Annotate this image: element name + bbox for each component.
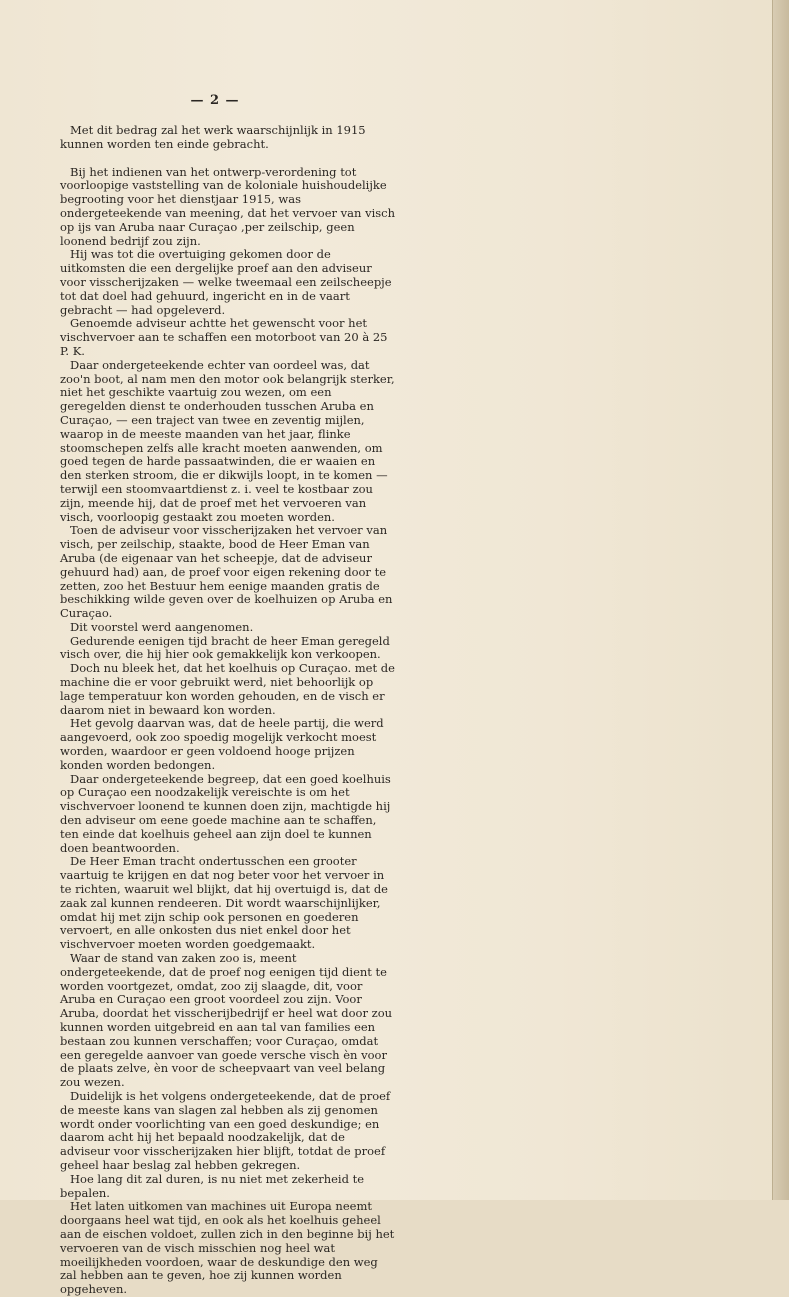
paragraph: Met dit bedrag zal het werk waarschijnlijk in 1915 kunnen worden ten einde gebracht. [60, 123, 366, 151]
paragraph: Dit voorstel werd aangenomen. [70, 619, 254, 634]
paragraph: Het laten uitkomen van machines uit Europa neemt doorgaans heel wat tijd, en ook als het koelhuis geheel aan de eischen voldoet, zullen zich in den beginne bij het vervoeren van de visch misschien nog heel wat moeilijkheden voordoen, waar de deskundige den weg zal hebben aan te geven, hoe zij kunnen worden opgeheven. [60, 1199, 395, 1297]
paragraph: Waar de stand van zaken zoo is, meent ondergeteekende, dat de proef nog eenigen tijd dient te worden voortgezet, omdat, zoo zij slaagde, dit, voor Aruba en Curaçao een groot voordeel zou zijn. Voor Aruba, doordat het visscherijbedrijf er heel wat door zou kunnen worden uitgebreid en aan tal van families een bestaan zou kunnen verschaffen; voor Curaçao, omdat een geregelde aanvoer van goede versche visch èn voor de plaats zelve, èn voor de scheepvaart van veel belang zou wezen. [60, 951, 393, 1090]
paragraph: Duidelijk is het volgens ondergeteekende, dat de proef de meeste kans van slagen zal hebben als zij genomen wordt onder voorlichting van een goed deskundige; en daarom acht hij het bepaald noodzakelijk, dat de adviseur voor visscherijzaken hier blijft, totdat de proef geheel haar beslag zal hebben gekregen. [60, 1088, 391, 1172]
paragraph: Daar ondergeteekende begreep, dat een goed koelhuis op Curaçao een noodzakelijk vereischte is om het vischvervoer loonend te kunnen doen zijn, machtigde hij den adviseur om eene goede machine aan te schaffen, ten einde dat koelhuis geheel aan zijn doel te kunnen doen beantwoorden. [60, 771, 391, 855]
paragraph: De Heer Eman tracht ondertusschen een grooter vaartuig te krijgen en dat nog beter voor het vervoer in te richten, waaruit wel blijkt, dat hij overtuigd is, dat de zaak zal kunnen rendeeren. Dit wordt waarschijnlijker, omdat hij met zijn schip ook personen en goederen vervoert, en alle onkosten dus niet enkel door het vischvervoer moeten worden goedgemaakt. [60, 854, 388, 952]
paragraph: Toen de adviseur voor visscherijzaken het vervoer van visch, per zeilschip, staakte, bood de Heer Eman van Aruba (de eigenaar van het scheepje, dat de adviseur gehuurd had) aan, de proef voor eigen rekening door te zetten, zoo het Bestuur hem eenige maanden gratis de beschikking wilde geven over de koelhuizen op Aruba en Curaçao. [60, 523, 393, 621]
paragraph: Doch nu bleek het, dat het koelhuis op Curaçao. met de machine die er voor gebruikt werd, niet behoorlijk op lage temperatuur kon worden gehouden, en de visch er daarom niet in bewaard kon worden. [60, 661, 395, 717]
paragraph: Hij was tot die overtuiging gekomen door de uitkomsten die een dergelijke proef aan den adviseur voor visscherijzaken — welke tweemaal een zeilscheepje tot dat doel had gehuurd, ingericht en in de vaart gebracht — had opgeleverd. [60, 247, 392, 317]
body-text [60, 124, 395, 1297]
paragraph: Daar ondergeteekende echter van oordeel was, dat zoo'n boot, al nam men den motor ook belangrijk sterker, niet het geschikte vaartuig zou wezen, om een geregelden dienst te onderhouden tusschen Aruba en Curaçao, — een traject van twee en zeventig mijlen, waarop in de meeste maanden van het jaar, flinke stoomschepen zelfs alle kracht moeten aanwenden, om goed tegen de harde passaatwinden, die er waaien en den sterken stroom, die er dikwijls loopt, in te komen — terwijl een stoomvaartdienst z. i. veel te kostbaar zou zijn, meende hij, dat de proef met het vervoeren van visch, voorloopig gestaakt zou moeten worden. [60, 357, 395, 524]
paragraph: Gedurende eenigen tijd bracht de heer Eman geregeld visch over, die hij hier ook gemakkelijk kon verkoopen. [60, 633, 390, 662]
paragraph: Bij het indienen van het ontwerp-verordening tot voorloopige vaststelling van de koloniale huishoudelijke begrooting voor het dienstjaar 1915, was ondergeteekende van meening, dat het vervoer van visch op ijs van Aruba naar Curaçao ,per zeilschip, geen loonend bedrijf zou zijn. [60, 164, 395, 248]
paragraph: Genoemde adviseur achtte het gewenscht voor het vischvervoer aan te schaffen een motorboot van 20 à 25 P. K. [60, 316, 388, 358]
page-edge-shadow [772, 0, 789, 1200]
page-number: — 2 — [190, 93, 240, 108]
paragraph: Het gevolg daarvan was, dat de heele partij, die werd aangevoerd, ook zoo spoedig mogelijk verkocht moest worden, waardoor er geen voldoend hooge prijzen konden worden bedongen. [60, 716, 384, 772]
paragraph: Hoe lang dit zal duren, is nu niet met zekerheid te bepalen. [60, 1171, 365, 1200]
